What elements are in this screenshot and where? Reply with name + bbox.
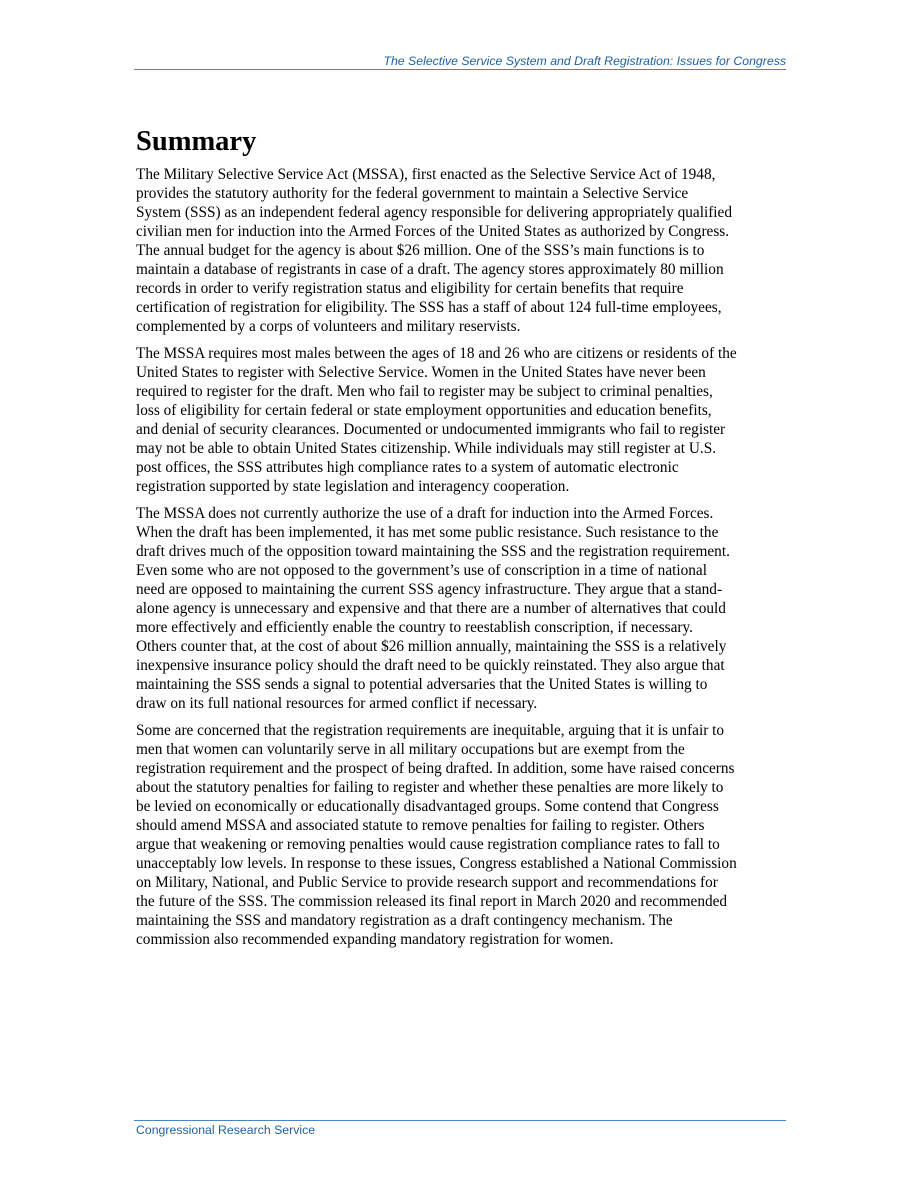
paragraph-2 xyxy=(136,344,786,496)
paragraph-line: should amend MSSA and associated statute to remove penalties for failing to register. Others xyxy=(136,817,705,834)
paragraph-line: provides the statutory authority for the federal government to maintain a Selective Service xyxy=(136,185,689,202)
paragraph-line: inexpensive insurance policy should the draft need to be quickly reinstated. They also argue that xyxy=(136,657,725,674)
paragraph-line: be levied on economically or educationally disadvantaged groups. Some contend that Congress xyxy=(136,798,719,815)
footer-divider xyxy=(134,1120,786,1121)
running-header-title: The Selective Service System and Draft Registration: Issues for Congress xyxy=(383,54,786,68)
paragraph-line: The annual budget for the agency is about $26 million. One of the SSS’s main functions is to xyxy=(136,242,705,259)
paragraph-line: and denial of security clearances. Documented or undocumented immigrants who fail to register xyxy=(136,421,726,438)
paragraph-line: need are opposed to maintaining the current SSS agency infrastructure. They argue that a stand- xyxy=(136,581,723,598)
paragraph-line: argue that weakening or removing penalties would cause registration compliance rates to fall to xyxy=(136,836,720,853)
paragraph-line: certification of registration for eligibility. The SSS has a staff of about 124 full-time employees, xyxy=(136,299,722,316)
paragraph-line: may not be able to obtain United States citizenship. While individuals may still register at U.S. xyxy=(136,440,717,457)
paragraph-line: maintain a database of registrants in case of a draft. The agency stores approximately 80 million xyxy=(136,261,724,278)
document-body xyxy=(136,122,786,957)
paragraph-line: on Military, National, and Public Service to provide research support and recommendations for xyxy=(136,874,718,891)
paragraph-line: Others counter that, at the cost of about $26 million annually, maintaining the SSS is a relatively xyxy=(136,638,727,655)
paragraph-line: the future of the SSS. The commission released its final report in March 2020 and recommended xyxy=(136,893,728,910)
paragraph-line: loss of eligibility for certain federal or state employment opportunities and education benefits, xyxy=(136,402,712,419)
paragraph-line: about the statutory penalties for failing to register and whether these penalties are more likely to xyxy=(136,779,724,796)
paragraph-line: more effectively and efficiently enable the country to reestablish conscription, if necessary. xyxy=(136,619,693,636)
paragraph-line: The Military Selective Service Act (MSSA), first enacted as the Selective Service Act of 1948, xyxy=(136,166,716,183)
paragraph-4 xyxy=(136,721,786,949)
paragraph-line: registration requirement and the prospect of being drafted. In addition, some have raised concerns xyxy=(136,760,735,777)
paragraph-line: The MSSA does not currently authorize the use of a draft for induction into the Armed Forces. xyxy=(136,505,714,522)
section-heading: Summary xyxy=(136,126,257,157)
paragraph-line: post offices, the SSS attributes high compliance rates to a system of automatic electronic xyxy=(136,459,679,476)
paragraph-line: men that women can voluntarily serve in all military occupations but are exempt from the xyxy=(136,741,685,758)
paragraph-line: records in order to verify registration status and eligibility for certain benefits that require xyxy=(136,280,684,297)
paragraph-line: draw on its full national resources for armed conflict if necessary. xyxy=(136,695,538,712)
paragraph-1 xyxy=(136,165,786,336)
summary-paragraphs xyxy=(136,165,786,949)
header-divider xyxy=(134,69,786,70)
paragraph-line: alone agency is unnecessary and expensive and that there are a number of alternatives that could xyxy=(136,600,726,617)
paragraph-line: commission also recommended expanding mandatory registration for women. xyxy=(136,931,614,948)
paragraph-line: Some are concerned that the registration requirements are inequitable, arguing that it is unfair to xyxy=(136,722,725,739)
paragraph-line: civilian men for induction into the Armed Forces of the United States as authorized by Congress. xyxy=(136,223,730,240)
paragraph-line: Even some who are not opposed to the government’s use of conscription in a time of national xyxy=(136,562,707,579)
paragraph-line: required to register for the draft. Men who fail to register may be subject to criminal penalties, xyxy=(136,383,713,400)
paragraph-line: maintaining the SSS sends a signal to potential adversaries that the United States is willing to xyxy=(136,676,708,693)
paragraph-line: registration supported by state legislation and interagency cooperation. xyxy=(136,478,570,495)
paragraph-line: System (SSS) as an independent federal agency responsible for delivering appropriately qualified xyxy=(136,204,732,221)
paragraph-line: When the draft has been implemented, it has met some public resistance. Such resistance to the xyxy=(136,524,719,541)
paragraph-3 xyxy=(136,504,786,713)
paragraph-line: unacceptably low levels. In response to these issues, Congress established a National Commission xyxy=(136,855,737,872)
footer-publisher: Congressional Research Service xyxy=(136,1123,316,1137)
paragraph-line: draft drives much of the opposition toward maintaining the SSS and the registration requirement. xyxy=(136,543,730,560)
paragraph-line: United States to register with Selective Service. Women in the United States have never been xyxy=(136,364,706,381)
paragraph-line: The MSSA requires most males between the ages of 18 and 26 who are citizens or residents of the xyxy=(136,345,737,362)
paragraph-line: maintaining the SSS and mandatory registration as a draft contingency mechanism. The xyxy=(136,912,673,929)
paragraph-line: complemented by a corps of volunteers and military reservists. xyxy=(136,318,521,335)
